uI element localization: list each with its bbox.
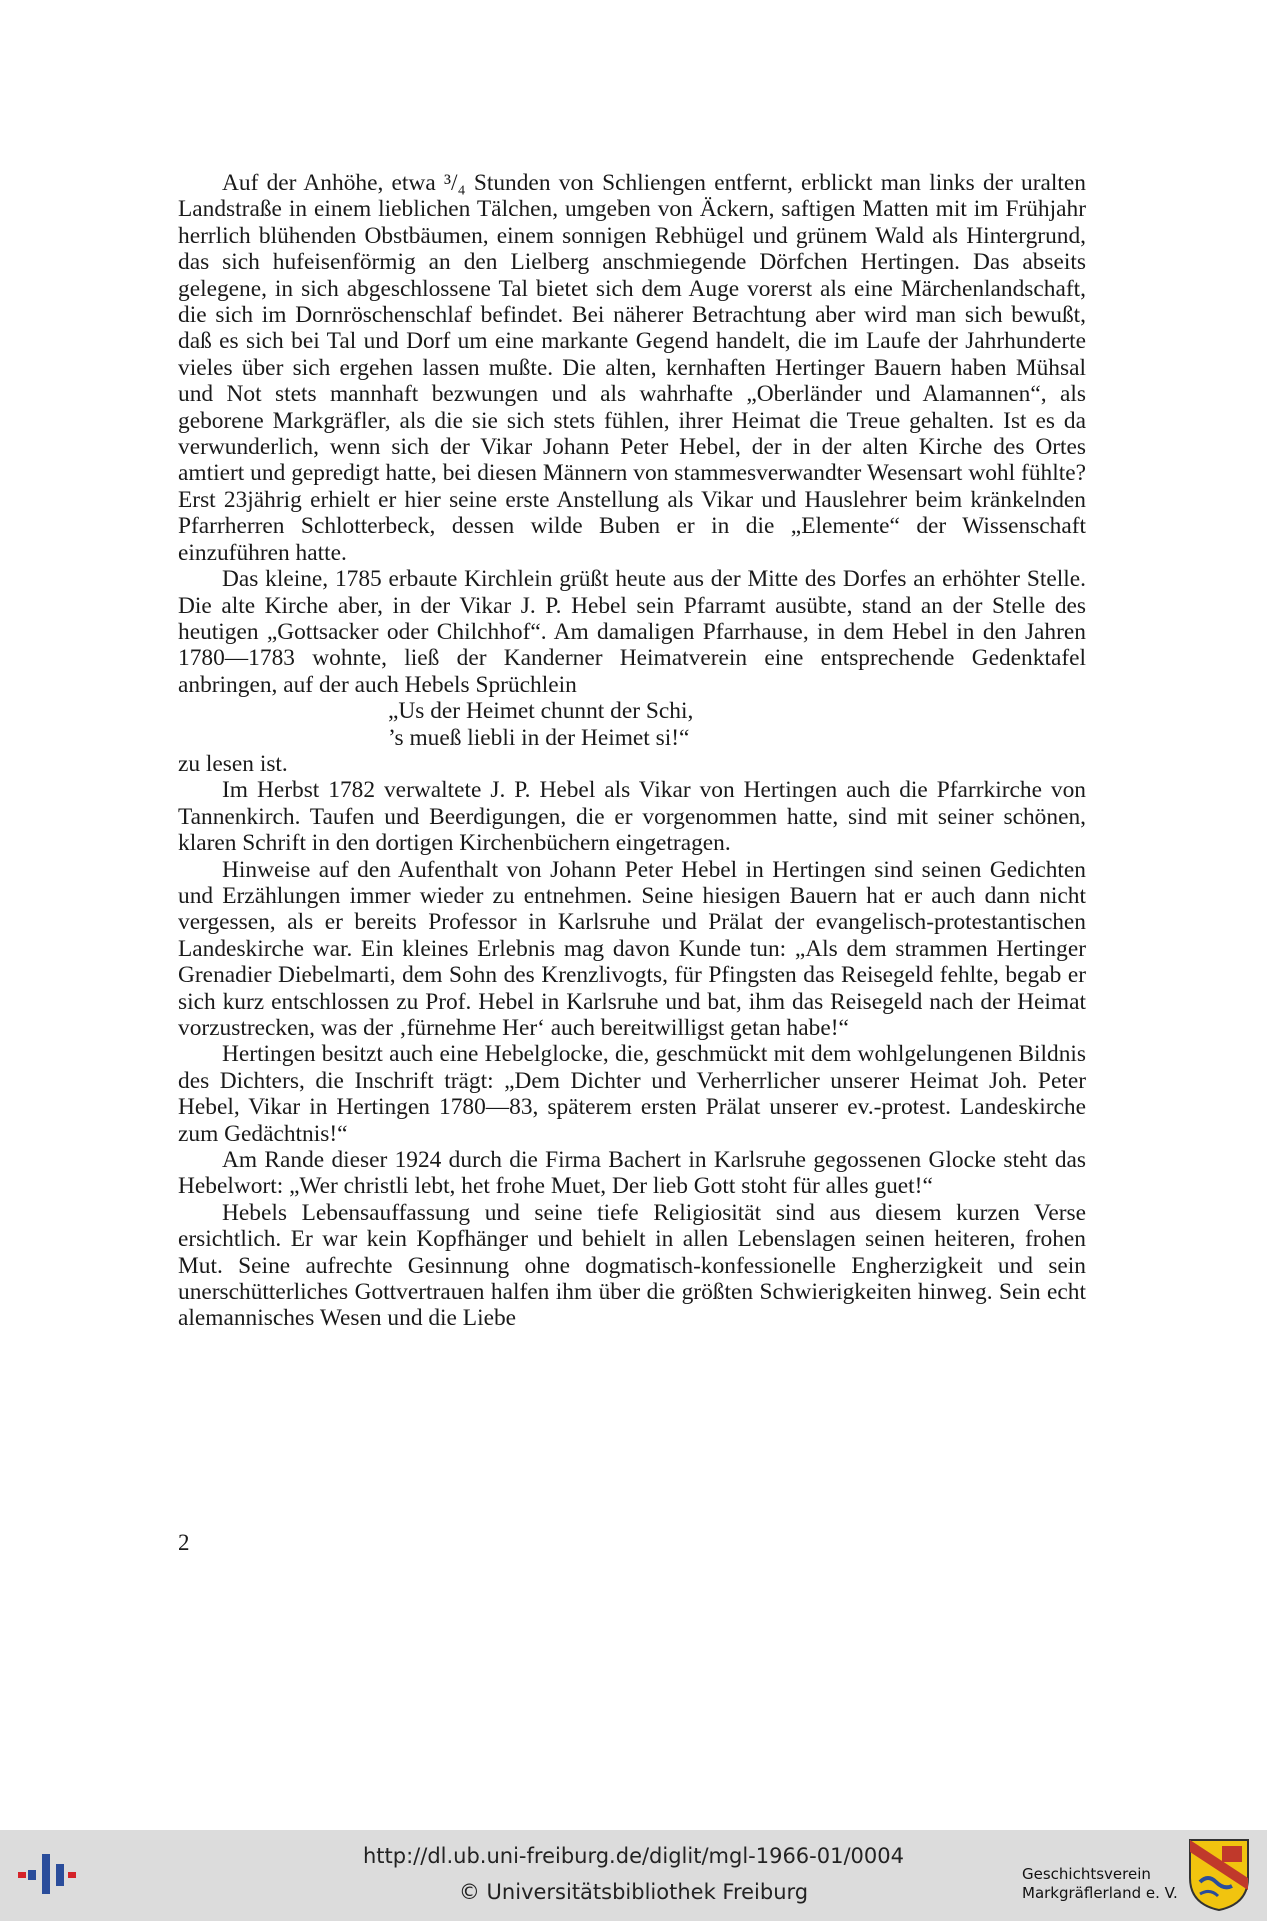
paragraph: Im Herbst 1782 verwaltete J. P. Hebel als Vikar von Hertingen auch die Pfarrkirche von Tannenkirch. Taufen und Beerdigungen, die er vorgenommen hatte, sind mit seiner schönen, klaren Schrift in den dortigen Kirchenbüchern eingetragen. <box>178 777 1086 857</box>
verse <box>178 698 1086 751</box>
page-number: 2 <box>178 1530 190 1555</box>
paragraph: Hinweise auf den Aufenthalt von Johann Peter Hebel in Hertingen sind seinen Gedichten und Erzählungen immer wieder zu entnehmen. Seine hiesigen Bauern hat er auch dann nicht vergessen, als er bereits Professor in Karlsruhe und Prälat der evangelisch-protestantischen Landeskirche war. Ein kleines Erlebnis mag davon Kunde tun: „Als dem strammen Hertinger Grenadier Diebelmarti, dem Sohn des Krenzlivogts, für Pfingsten das Reisegeld fehlte, begab er sich kurz entschlossen zu Prof. Hebel in Karlsruhe und bat, ihm das Reisegeld nach der Heimat vorzustrecken, was der ‚fürnehme Her‘ auch bereitwilligst getan habe!“ <box>178 856 1086 1041</box>
paragraph: Hebels Lebensauffassung und seine tiefe Religiosität sind aus diesem kurzen Verse ersichtlich. Er war kein Kopfhänger und behielt in allen Lebenslagen seinen heiteren, frohen Mut. Seine aufrechte Gesinnung ohne dogmatisch-konfessionelle Engherzigkeit und sein unerschütterliches Gottvertrauen halfen ihm über die größten Schwierigkeiten hinweg. Sein echt alemannisches Wesen und die Liebe <box>178 1199 1086 1332</box>
society-line: Markgräflerland e. V. <box>1022 1884 1178 1902</box>
paragraph: Das kleine, 1785 erbaute Kirchlein grüßt heute aus der Mitte des Dorfes an erhöhter Stelle. Die alte Kirche aber, in der Vikar J. P. Hebel sein Pfarramt ausübte, stand an der Stelle des heutigen „Gottsacker oder Chilchhof“. Am damaligen Pfarrhause, in dem Hebel in den Jahren 1780—1783 wohnte, ließ der Kanderner Heimatverein eine entsprechende Gedenktafel anbringen, auf der auch Hebels Sprüchlein <box>178 566 1086 698</box>
paragraph: Am Rande dieser 1924 durch die Firma Bachert in Karlsruhe gegossenen Glocke steht das Hebelwort: „Wer christli lebt, het frohe Muet, Der lieb Gott stoht für alles guet!“ <box>178 1147 1086 1200</box>
footer-bar <box>0 1830 1267 1921</box>
copyright-notice: © Universitätsbibliothek Freiburg <box>458 1880 809 1904</box>
verse-line: ’s mueß liebli in der Heimet si!“ <box>388 724 690 751</box>
society-line: Geschichtsverein <box>1022 1865 1151 1883</box>
paragraph: zu lesen ist. <box>178 750 288 777</box>
paragraph: Auf der Anhöhe, etwa ³/₄ Stunden von Schliengen entfernt, erblickt man links der uralten Landstraße in einem lieblichen Tälchen, umgeben von Äckern, saftigen Matten mit im Frühjahr herrlich blühenden Obstbäumen, einem sonnigen Rebhügel und grünem Wald als Hintergrund, das sich hufeisenförmig an den Lielberg anschmiegende Dörfchen Hertingen. Das abseits gelegene, in sich abgeschlossene Tal bietet sich dem Auge vorerst als eine Märchenlandschaft, die sich im Dornröschenschlaf befindet. Bei näherer Betrachtung aber wird man sich bewußt, daß es sich bei Tal und Dorf um eine markante Gegend handelt, die im Laufe der Jahrhunderte vieles über sich ergehen lassen mußte. Die alten, kernhaften Hertinger Bauern haben Mühsal und Not stets mannhaft bezwungen und als wahrhafte „Oberländer und Alamannen“, als geborene Markgräfler, als die sie sich stets fühlen, ihrer Heimat die Treue gehalten. Ist es da verwunderlich, wenn sich der Vikar Johann Peter Hebel, der in der alten Kirche des Ortes amtiert und gepredigt hatte, bei diesen Männern von stammesverwandter Wesensart wohl fühlte? Erst 23jährig erhielt er hier seine erste Anstellung als Vikar und Hauslehrer beim kränkelnden Pfarrherren Schlotterbeck, dessen wilde Buben er in die „Elemente“ der Wissenschaft einzuführen hatte. <box>178 170 1086 566</box>
paragraph: Hertingen besitzt auch eine Hebelglocke, die, geschmückt mit dem wohlgelungenen Bildnis des Dichters, die Inschrift trägt: „Dem Dichter und Verherrlicher unserer Heimat Joh. Peter Hebel, Vikar in Hertingen 1780—83, späterem ersten Prälat unserer ev.-protest. Landeskirche zum Gedächtnis!“ <box>178 1041 1086 1147</box>
verse-line: „Us der Heimet chunnt der Schi, <box>388 698 694 725</box>
markgraeflerland-crest-icon <box>1188 1838 1250 1912</box>
document-body <box>178 170 1086 1332</box>
permalink[interactable]: http://dl.ub.uni-freiburg.de/diglit/mgl-1966-01/0004 <box>362 1844 904 1868</box>
society-name <box>1022 1865 1178 1903</box>
